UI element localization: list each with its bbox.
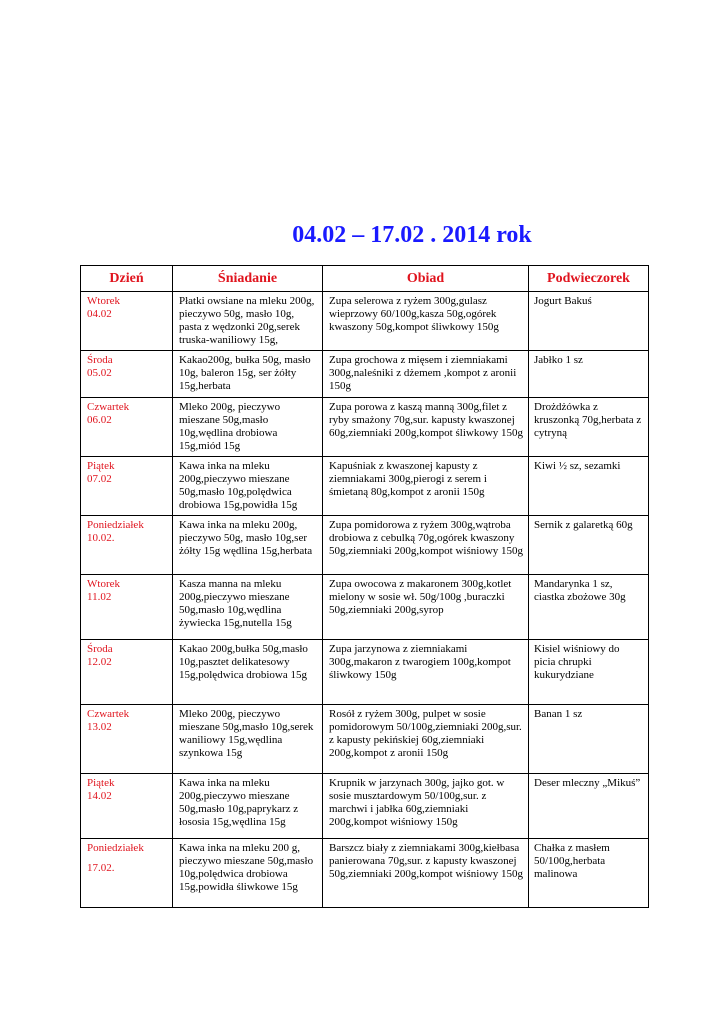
header-breakfast: Śniadanie [173, 266, 323, 292]
snack-cell: Chałka z masłem 50/100g,herbata malinowa [529, 839, 649, 908]
breakfast-cell: Płatki owsiane na mleku 200g, pieczywo 50g, masło 10g, pasta z wędzonki 20g,serek truska-waniliowy 15g, [173, 292, 323, 351]
lunch-cell: Zupa jarzynowa z ziemniakami 300g,makaron z twarogiem 100g,kompot śliwkowy 150g [323, 640, 529, 705]
day-name: Środa [87, 643, 113, 655]
header-day: Dzień [81, 266, 173, 292]
lunch-cell: Zupa owocowa z makaronem 300g,kotlet mielony w sosie wł. 50g/100g ,buraczki 50g,ziemniaki 200g,syrop [323, 575, 529, 640]
table-row [81, 351, 649, 398]
lunch-cell: Kapuśniak z kwaszonej kapusty z ziemniakami 300g,pierogi z serem i śmietaną 80g,kompot z aronii 150g [323, 457, 529, 516]
day-name: Wtorek [87, 295, 120, 307]
day-name: Czwartek [87, 401, 130, 413]
breakfast-cell: Mleko 200g, pieczywo mieszane 50g,masło 10g,wędlina drobiowa 15g,miód 15g [173, 398, 323, 457]
table-row [81, 516, 649, 575]
lunch-cell: Krupnik w jarzynach 300g, jajko got. w sosie musztardowym 50/100g,sur. z marchwi i jabłka 60g,ziemniaki 200g,kompot wiśniowy 150g [323, 774, 529, 839]
breakfast-cell: Kawa inka na mleku 200g, pieczywo 50g, masło 10g,ser żółty 15g wędlina 15g,herbata [173, 516, 323, 575]
day-cell [81, 839, 173, 908]
snack-cell: Kisiel wiśniowy do picia chrupki kukurydziane [529, 640, 649, 705]
day-cell [81, 774, 173, 839]
breakfast-cell: Kakao200g, bułka 50g, masło 10g, baleron 15g, ser żółty 15g,herbata [173, 351, 323, 398]
snack-cell: Mandarynka 1 sz, ciastka zbożowe 30g [529, 575, 649, 640]
day-cell [81, 516, 173, 575]
day-name: Poniedziałek [87, 842, 144, 854]
snack-cell: Deser mleczny „Mikuś” [529, 774, 649, 839]
day-date: 06.02 [87, 414, 112, 426]
day-name: Wtorek [87, 578, 120, 590]
day-cell [81, 292, 173, 351]
table-row [81, 839, 649, 908]
lunch-cell: Zupa grochowa z mięsem i ziemniakami 300g,naleśniki z dżemem ,kompot z aronii 150g [323, 351, 529, 398]
breakfast-cell: Kasza manna na mleku 200g,pieczywo mieszane 50g,masło 10g,wędlina żywiecka 15g,nutella 15g [173, 575, 323, 640]
day-cell [81, 351, 173, 398]
day-date: 13.02 [87, 721, 112, 733]
day-date: 11.02 [87, 591, 112, 603]
snack-cell: Jabłko 1 sz [529, 351, 649, 398]
day-name: Piątek [87, 777, 115, 789]
day-cell [81, 457, 173, 516]
lunch-cell: Zupa selerowa z ryżem 300g,gulasz wieprzowy 60/100g,kasza 50g,ogórek kwaszony 50g,kompot śliwkowy 150g [323, 292, 529, 351]
day-name: Piątek [87, 460, 115, 472]
day-date: 07.02 [87, 473, 112, 485]
snack-cell: Kiwi ½ sz, sezamki [529, 457, 649, 516]
table-row [81, 774, 649, 839]
day-date: 05.02 [87, 367, 112, 379]
table-row [81, 575, 649, 640]
table-row [81, 292, 649, 351]
snack-cell: Jogurt Bakuś [529, 292, 649, 351]
day-date: 12.02 [87, 656, 112, 668]
day-date: 17.02. [87, 862, 115, 874]
table-row [81, 705, 649, 774]
snack-cell: Banan 1 sz [529, 705, 649, 774]
header-snack: Podwieczorek [529, 266, 649, 292]
snack-cell: Drożdżówka z kruszonką 70g,herbata z cytryną [529, 398, 649, 457]
page-title: 04.02 – 17.02 . 2014 rok [292, 222, 532, 248]
day-date: 10.02. [87, 532, 115, 544]
breakfast-cell: Mleko 200g, pieczywo mieszane 50g,masło 10g,serek waniliowy 15g,wędlina szynkowa 15g [173, 705, 323, 774]
header-row [81, 266, 649, 292]
day-cell [81, 640, 173, 705]
lunch-cell: Barszcz biały z ziemniakami 300g,kiełbasa panierowana 70g,sur. z kapusty kwaszonej 50g,ziemniaki 200g,kompot wiśniowy 150g [323, 839, 529, 908]
day-cell [81, 705, 173, 774]
snack-cell: Sernik z galaretką 60g [529, 516, 649, 575]
breakfast-cell: Kakao 200g,bułka 50g,masło 10g,pasztet delikatesowy 15g,polędwica drobiowa 15g [173, 640, 323, 705]
lunch-cell: Zupa pomidorowa z ryżem 300g,wątroba drobiowa z cebulką 70g,ogórek kwaszony 50g,ziemniaki 200g,kompot wiśniowy 150g [323, 516, 529, 575]
day-cell [81, 398, 173, 457]
menu-table [80, 265, 649, 908]
breakfast-cell: Kawa inka na mleku 200 g, pieczywo mieszane 50g,masło 10g,polędwica drobiowa 15g,powidła śliwkowe 15g [173, 839, 323, 908]
breakfast-cell: Kawa inka na mleku 200g,pieczywo mieszane 50g,masło 10g,polędwica drobiowa 15g,powidła 15g [173, 457, 323, 516]
day-date: 14.02 [87, 790, 112, 802]
day-cell [81, 575, 173, 640]
header-lunch: Obiad [323, 266, 529, 292]
lunch-cell: Rosół z ryżem 300g, pulpet w sosie pomidorowym 50/100g,ziemniaki 200g,sur. z kapusty pekińskiej 60g,ziemniaki 200g,kompot z aronii 150g [323, 705, 529, 774]
day-date: 04.02 [87, 308, 112, 320]
day-name: Poniedziałek [87, 519, 144, 531]
day-name: Czwartek [87, 708, 130, 720]
table-row [81, 398, 649, 457]
table-row [81, 640, 649, 705]
lunch-cell: Zupa porowa z kaszą manną 300g,filet z ryby smażony 70g,sur. kapusty kwaszonej 60g,ziemniaki 200g,kompot śliwkowy 150g [323, 398, 529, 457]
breakfast-cell: Kawa inka na mleku 200g,pieczywo mieszane 50g,masło 10g,paprykarz z łososia 15g,wędlina 15g [173, 774, 323, 839]
table-row [81, 457, 649, 516]
day-name: Środa [87, 354, 113, 366]
